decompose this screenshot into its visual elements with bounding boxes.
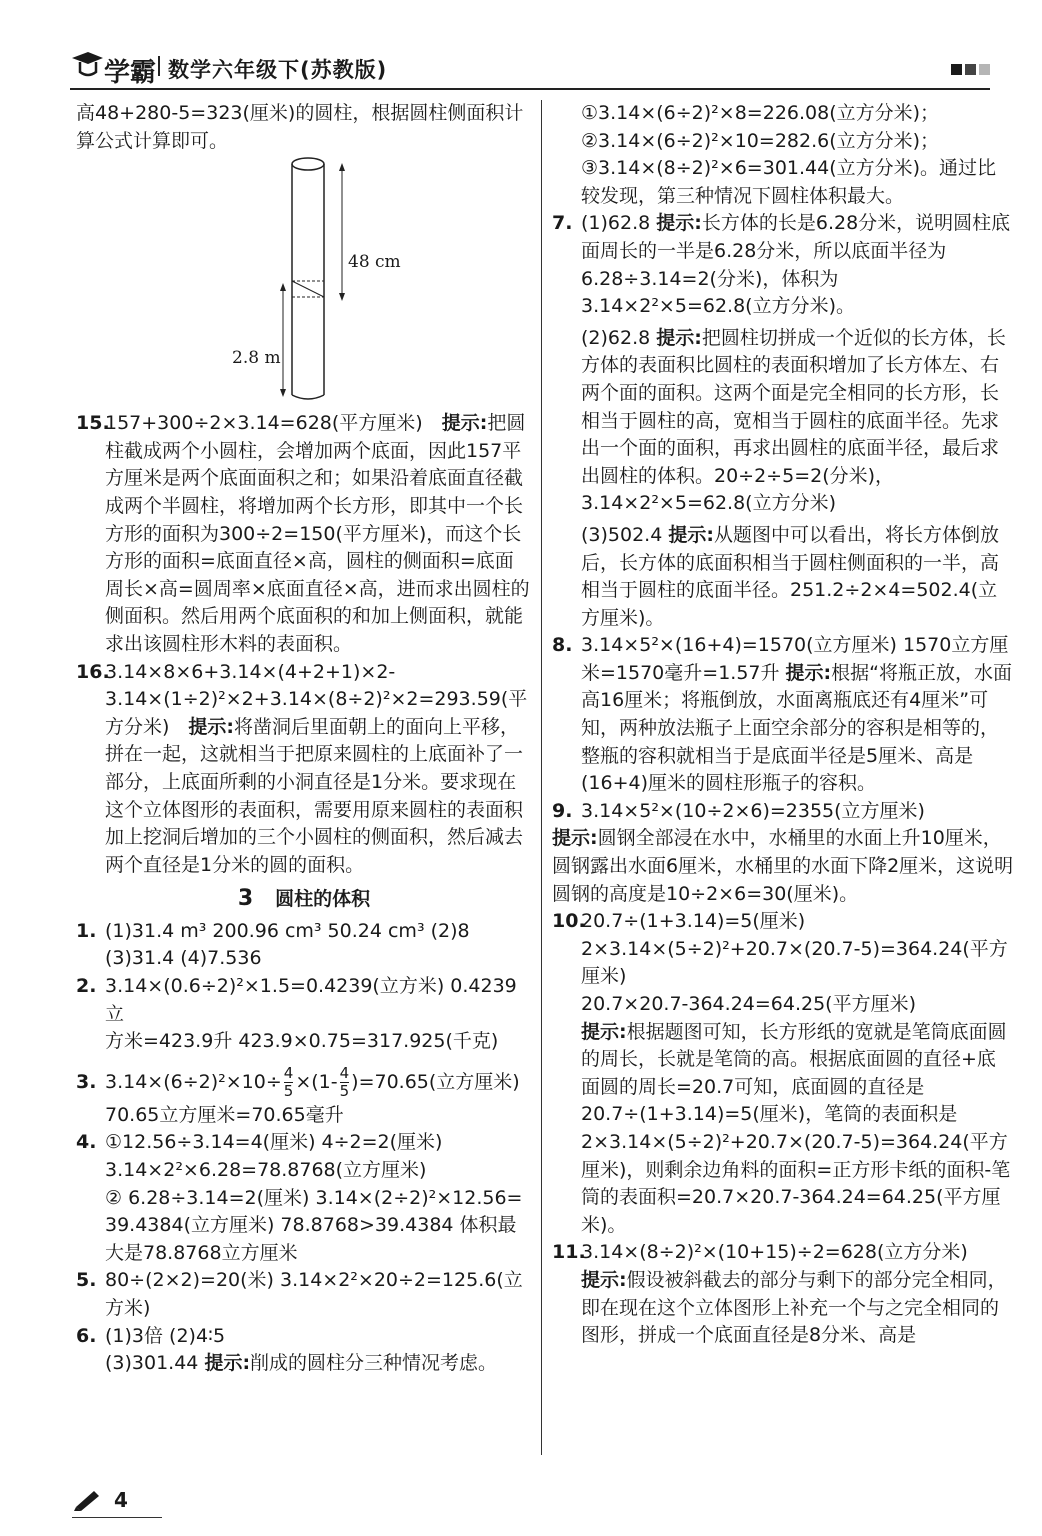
left-column	[76, 100, 532, 1378]
question-10	[552, 908, 1014, 1239]
q7-answer: (1)62.8	[581, 212, 657, 235]
section-number: 3	[237, 886, 254, 912]
q15-answer: 157+300÷2×3.14=628(平方厘米)	[105, 412, 423, 435]
height-label-48cm: 48 cm	[348, 252, 401, 273]
question-5	[76, 1267, 532, 1322]
header-square-1	[951, 64, 962, 75]
q6-line: (1)3倍 (2)4∶5	[105, 1324, 226, 1347]
fraction-4-5	[340, 1065, 350, 1100]
q1-number: 1.	[76, 919, 97, 942]
q10-tip-label: 提示:	[581, 1020, 627, 1043]
q8-answer: 3.14×5²×(16+4)=1570(立方厘米) 1570立方厘米=1570毫升=1.57升	[581, 634, 1009, 684]
q3-line: 70.65立方厘米=70.65毫升	[105, 1103, 344, 1126]
fraction-numerator: 4	[283, 1063, 294, 1082]
q10-line: 20.7÷(1+3.14)=5(厘米)	[581, 910, 806, 933]
q7-tip-label: 提示:	[656, 326, 702, 349]
q3-number: 3.	[76, 1070, 97, 1093]
page-number: 4	[114, 1488, 128, 1512]
q15-tip-text: 把圆柱截成两个小圆柱，会增加两个底面，因此157平方厘米是两个底面面积之和；如果沿着底面直径截成两个半圆柱，将增加两个长方形，即其中一个长方形的面积为300÷2=150(平方厘米)，而这个长方形的面积=底面直径×高，圆柱的侧面积=底面周长×高=圆周率×底面直径×高，进而求出圆柱的侧面积。然后用两个底面积的和加上侧面积，就能求出该圆柱形木料的表面积。	[105, 412, 530, 655]
q5-line: 方米)	[105, 1297, 151, 1319]
question-3	[76, 1062, 532, 1130]
question-16	[76, 659, 532, 880]
q11-answer: 3.14×(8÷2)²×(10+15)÷2=628(立方分米)	[581, 1241, 968, 1264]
q16-tip-text: 将凿洞后里面朝上的面向上平移，拼在一起，这就相当于把原来圆柱的上底面补了一部分，上底面所剩的小洞直径是1分米。要求现在这个立体图形的表面积，需要用原来圆柱的表面积加上挖洞后增加的三个小圆柱的侧面积，然后减去两个直径是1分米的圆的面积。	[105, 715, 524, 876]
book-title: 数学六年级下(苏教版)	[168, 58, 388, 82]
question-4	[76, 1129, 532, 1267]
q9-tip-text: 圆钢全部浸在水中，水桶里的水面上升10厘米，圆钢露出水面6厘米，水桶里的水面下降2厘米，这说明圆钢的高度是10÷2×6=30(厘米)。	[552, 827, 1014, 905]
q8-number: 8.	[552, 634, 573, 657]
q6-tip-text: 削成的圆柱分三种情况考虑。	[250, 1352, 498, 1375]
q7-tip-text: 把圆柱切拼成一个近似的长方体，长方体的表面积比圆柱的表面积增加了长方体左、右两个面的面积。这两个面是完全相同的长方形，长相当于圆柱的高，宽相当于圆柱的底面半径。先求出一个面的面积，再求出圆柱的底面半径，最后求出圆柱的体积。20÷2÷5=2(分米)，3.14×2²×5=62.8(立方分米)	[581, 326, 1006, 515]
q2-number: 2.	[76, 975, 97, 998]
q7-tip-label: 提示:	[656, 212, 702, 235]
q16-answer: 3.14×8×6+3.14×(4+2+1)×2-3.14×(1÷2)²×2+3.14×(8÷2)²×2=293.59(平方分米)	[105, 660, 528, 738]
q16-number: 16.	[76, 660, 110, 683]
q6-tip-label: 提示:	[204, 1352, 251, 1375]
q2-line: 3.14×(0.6÷2)²×1.5=0.4239(立方米) 0.4239立	[105, 975, 517, 1025]
fraction-denominator: 5	[339, 1081, 350, 1100]
question-1	[76, 918, 532, 973]
q4-line: ② 6.28÷3.14=2(厘米) 3.14×(2÷2)²×12.56=	[105, 1186, 523, 1209]
cylinder-figure	[76, 155, 532, 410]
cylinder-diagram	[76, 155, 532, 410]
q15-number: 15.	[76, 412, 110, 435]
fraction-numerator: 4	[339, 1063, 350, 1082]
pencil-icon	[72, 1487, 102, 1511]
q11-number: 11.	[552, 1241, 586, 1264]
q15-tip-label: 提示:	[441, 412, 488, 435]
q9-number: 9.	[552, 799, 573, 822]
q11-tip-label: 提示:	[581, 1268, 627, 1291]
q4-number: 4.	[76, 1131, 97, 1154]
q3-expr-part: ×(1-	[295, 1070, 338, 1093]
q10-line: 20.7×20.7-364.24=64.25(平方厘米)	[581, 993, 917, 1015]
header-squares	[948, 60, 990, 79]
header-separator	[158, 56, 160, 76]
graduation-cap-icon	[70, 48, 104, 82]
q7-answer: (3)502.4	[581, 523, 669, 546]
section-title: 圆柱的体积	[275, 888, 371, 911]
question-9	[552, 798, 1014, 908]
q5-number: 5.	[76, 1269, 97, 1292]
fraction-denominator: 5	[283, 1081, 294, 1100]
question-6-continued: ①3.14×(6÷2)²×8=226.08(立方分米)；②3.14×(6÷2)²×10=282.6(立方分米)；③3.14×(8÷2)²×6=301.44(立方分米)。通过比较发现，第三种情况下圆柱体积最大。	[581, 102, 997, 207]
q3-expr-part: 3.14×(6÷2)²×10÷	[105, 1070, 282, 1093]
question-7	[552, 210, 1014, 632]
q6-answer: (3)301.44	[105, 1352, 205, 1375]
q5-line: 80÷(2×2)=20(米) 3.14×2²×20÷2=125.6(立	[105, 1269, 523, 1292]
q8-tip-label: 提示:	[785, 661, 832, 684]
q9-answer: 3.14×5²×(10÷2×6)=2355(立方厘米)	[581, 799, 925, 822]
page-header	[70, 46, 990, 86]
q10-line: 2×3.14×(5÷2)²+20.7×(20.7-5)=364.24(平方厘米)	[581, 937, 1008, 988]
header-rule	[70, 88, 990, 90]
header-square-3	[979, 64, 990, 75]
q16-tip-label: 提示:	[188, 715, 235, 738]
q7-tip-text: 长方体的长是6.28分米，说明圆柱底面周长的一半是6.28分米，所以底面半径为6.28÷3.14=2(分米)，体积为3.14×2²×5=62.8(立方分米)。	[581, 212, 1011, 318]
question-11	[552, 1239, 1014, 1349]
q1-line: (3)31.4 (4)7.536	[105, 947, 262, 970]
q6-number: 6.	[76, 1324, 97, 1347]
q2-line: 方米=423.9升 423.9×0.75=317.925(千克)	[105, 1030, 499, 1053]
header-square-2	[965, 64, 976, 75]
q7-tip-label: 提示:	[668, 523, 714, 546]
q8-tip-text: 根据“将瓶正放，水面高16厘米；将瓶倒放，水面离瓶底还有4厘米”可知，两种放法瓶子上面空余部分的容积是相等的，整瓶的容积就相当于是底面半径是5厘米、高是(16+4)厘米的圆柱形瓶子的容积。	[581, 661, 1013, 795]
q4-line: 大是78.8768立方厘米	[105, 1241, 298, 1264]
question-15	[76, 410, 532, 658]
q7-answer: (2)62.8	[581, 326, 657, 349]
brand-logo-text: 学霸	[104, 58, 157, 88]
q7-number: 7.	[552, 212, 573, 235]
q4-line: 3.14×2²×6.28=78.8768(立方厘米)	[105, 1159, 427, 1182]
section-heading	[76, 885, 532, 914]
q3-expr-part: )=70.65(立方厘米)	[351, 1070, 520, 1093]
q7-tip-text: 从题图中可以看出，将长方体倒放后，长方体的底面积相当于圆柱侧面积的一半，高相当于圆柱的底面半径。251.2÷2×4=502.4(立方厘米)。	[581, 523, 1000, 629]
question-6	[76, 1323, 532, 1378]
q1-line: (1)31.4 m³ 200.96 cm³ 50.24 cm³ (2)8	[105, 919, 470, 942]
q10-number: 10.	[552, 910, 586, 933]
question-8	[552, 632, 1014, 798]
question-2	[76, 973, 532, 1056]
q11-tip-text: 假设被斜截去的部分与剩下的部分完全相同，即在现在这个立体图形上补充一个与之完全相同的图形，拼成一个底面直径是8分米、高是	[581, 1268, 1007, 1347]
height-label-2-8m: 2.8 m	[232, 348, 281, 369]
footer-rule	[72, 1517, 162, 1518]
q9-tip-label: 提示:	[552, 827, 598, 850]
column-divider	[541, 100, 542, 1455]
intro-text: 高48+280-5=323(厘米)的圆柱，根据圆柱侧面积计算公式计算即可。	[76, 102, 524, 152]
q10-tip-text: 根据题图可知，长方形纸的宽就是笔筒底面圆的周长，长就是笔筒的高。根据底面圆的直径+底面圆的周长=20.7可知，底面圆的直径是20.7÷(1+3.14)=5(厘米)，笔筒的表面积是2×3.14×(5÷2)²+20.7×(20.7-5)=364.24(平方厘米)，则剩余边角料的面积=正方形卡纸的面积-笔筒的表面积=20.7×20.7-364.24=64.25(平方厘米)。	[581, 1020, 1011, 1236]
q4-line: 39.4384(立方厘米) 78.8768>39.4384 体积最	[105, 1214, 517, 1237]
right-column	[552, 100, 1014, 1350]
fraction-4-5	[284, 1065, 294, 1100]
q4-line: ①12.56÷3.14=4(厘米) 4÷2=2(厘米)	[105, 1131, 443, 1154]
